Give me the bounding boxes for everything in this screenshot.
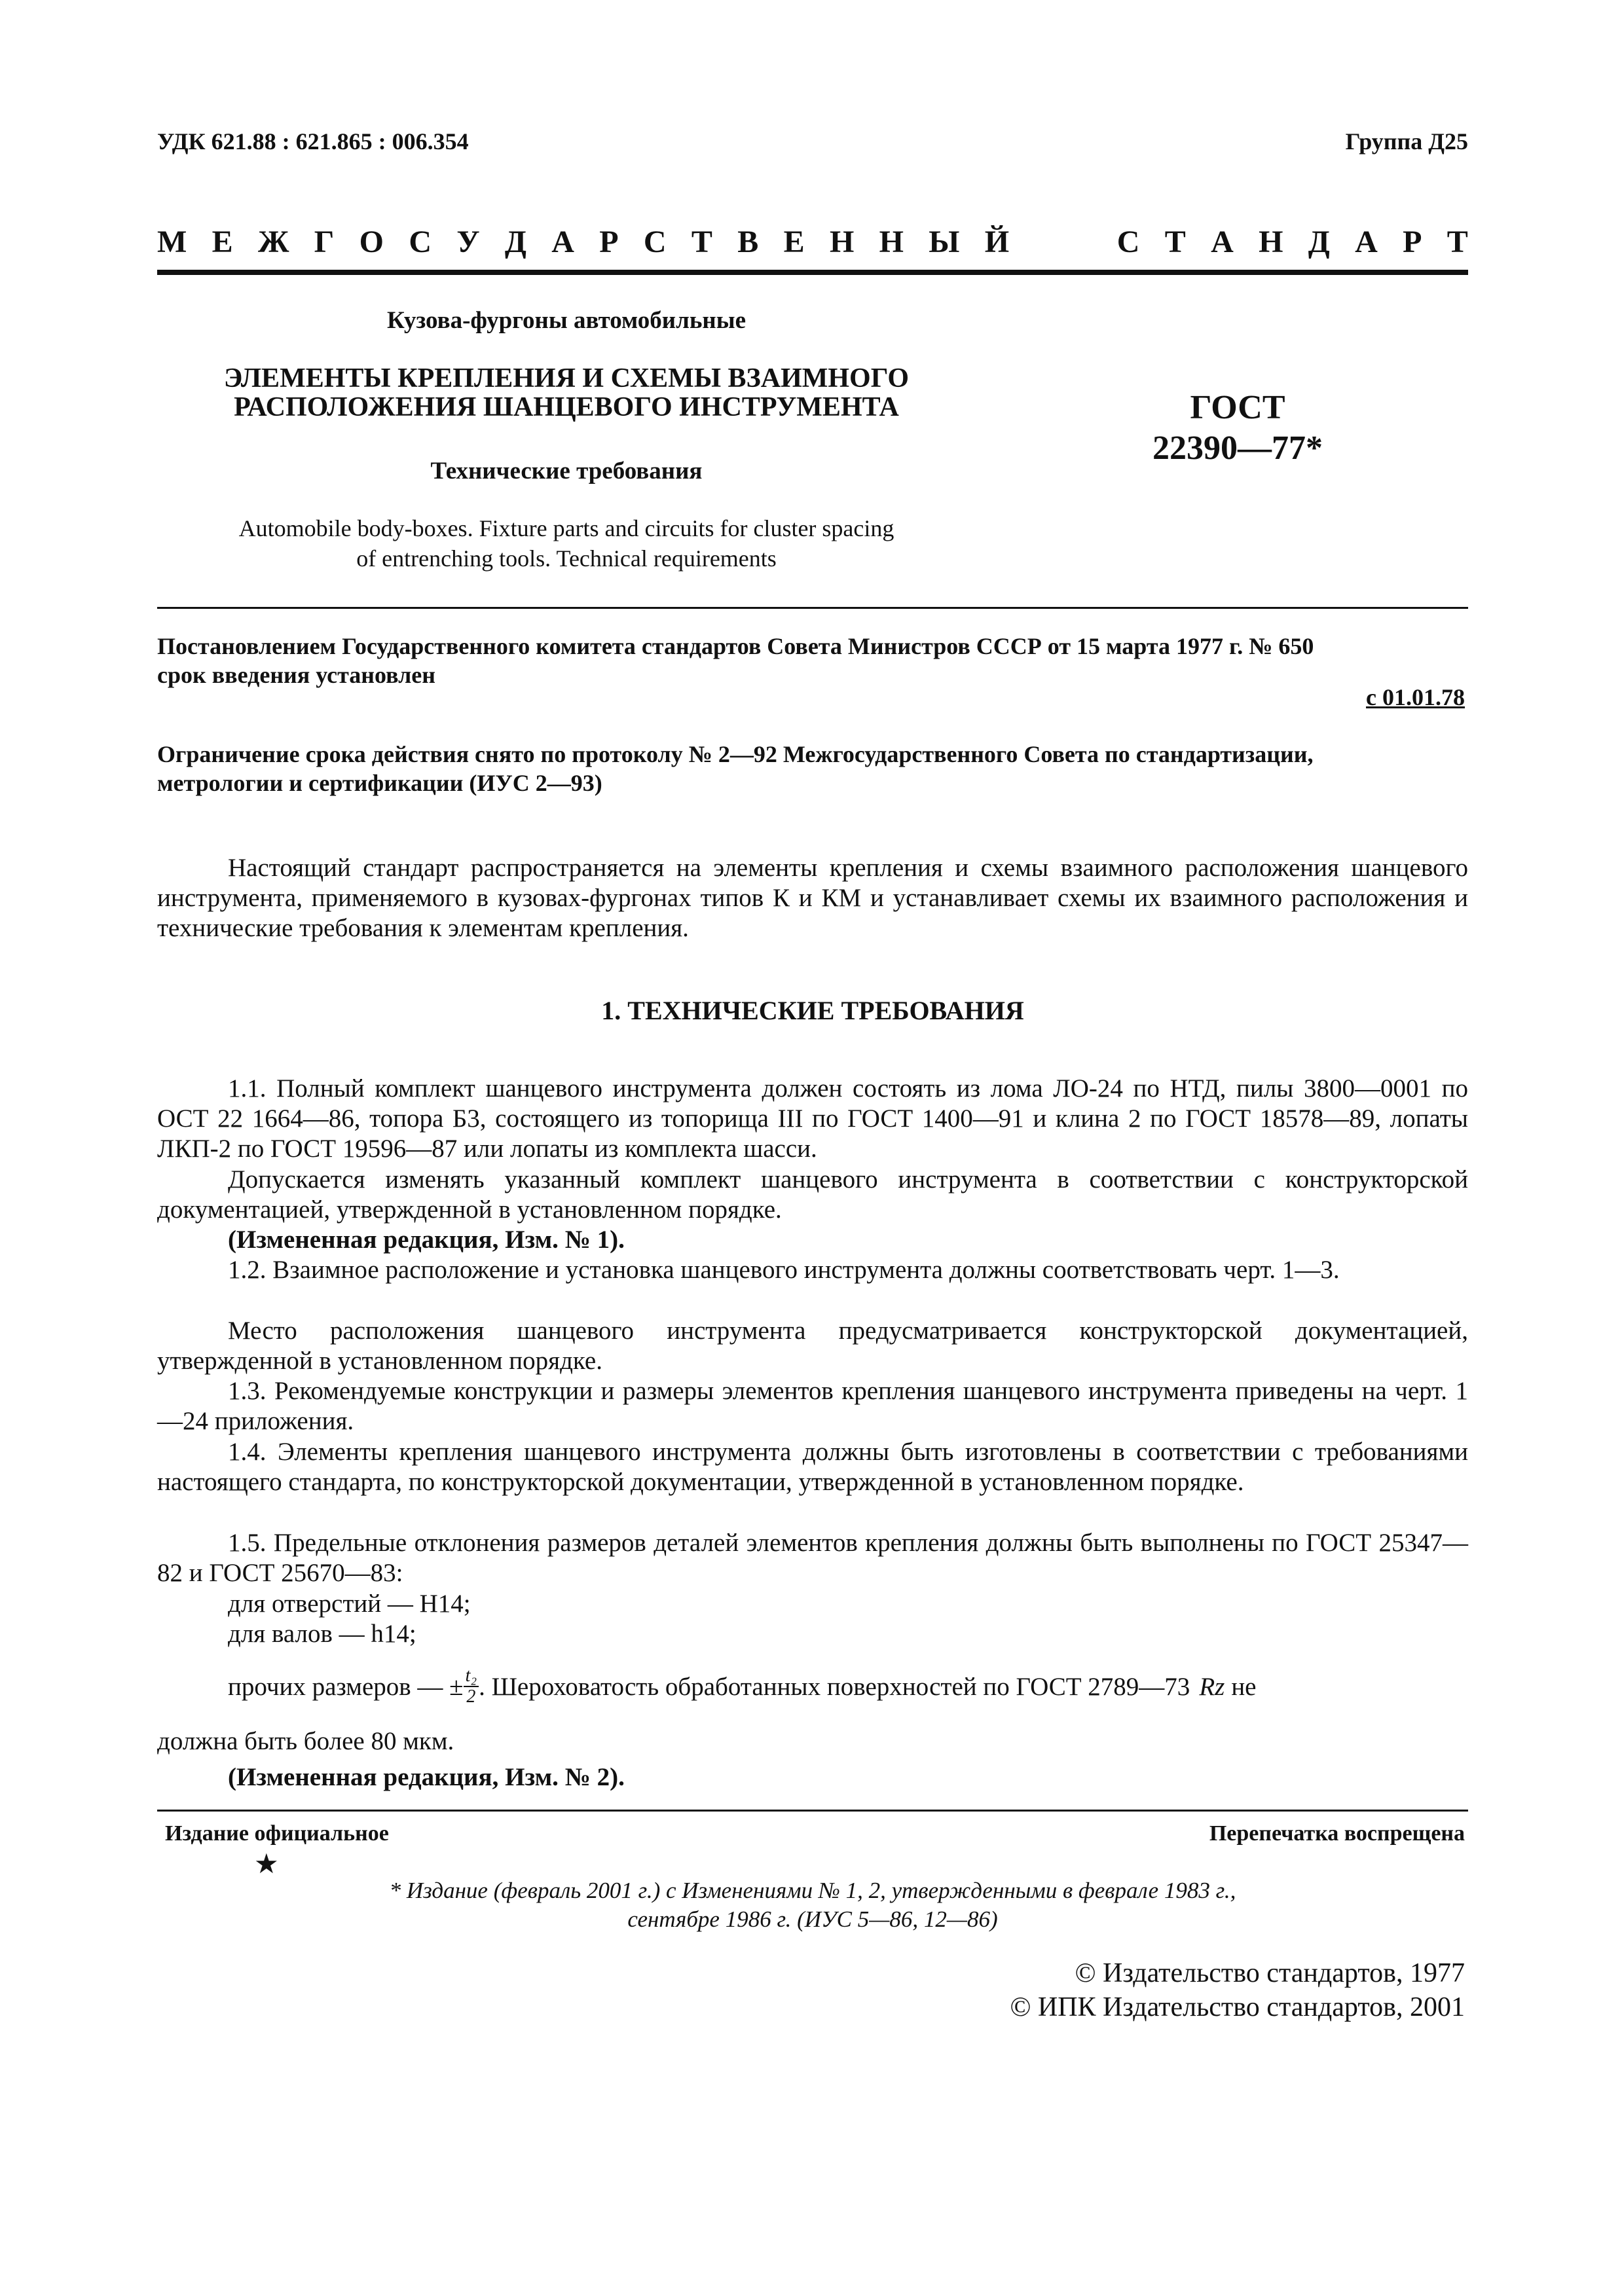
tolerance-fraction: [464, 1666, 479, 1707]
document-title-line2: РАСПОЛОЖЕНИЯ ШАНЦЕВОГО ИНСТРУМЕНТА: [234, 392, 899, 422]
banner-letter: Т: [1164, 225, 1186, 259]
banner-letter: Ы: [929, 225, 960, 259]
amendment-note-2: (Измененная редакция, Изм. № 2).: [228, 1763, 625, 1791]
clause-1-3: 1.3. Рекомендуемые конструкции и размеры элементов крепления шанцевого инструмента приведены на черт. 1—24 приложения.: [157, 1377, 1468, 1435]
document-title: [157, 364, 976, 422]
copyright-2001: © ИПК Издательство стандартов, 2001: [1010, 1992, 1465, 2022]
banner-letter: Д: [504, 225, 526, 259]
banner-letter: А: [1211, 225, 1234, 259]
other-line2: должна быть более 80 мкм.: [157, 1727, 454, 1755]
clause-1-5: 1.5. Предельные отклонения размеров деталей элементов крепления должны быть выполнены по ГОСТ 25347—82 и ГОСТ 25670—83:: [157, 1529, 1468, 1587]
banner-letter: С: [643, 225, 667, 259]
banner-letter: Г: [314, 225, 335, 259]
clause-1-4: 1.4. Элементы крепления шанцевого инструмента должны быть изготовлены в соответствии с требованиями настоящего стандарта, по конструкторской документации, утвержденной в установленном порядке.: [157, 1438, 1468, 1496]
copyright-1977: © Издательство стандартов, 1977: [1075, 1958, 1465, 1988]
banner-letter: Е: [783, 225, 805, 259]
banner-letter: Н: [1259, 225, 1283, 259]
banner-letter: Н: [879, 225, 904, 259]
standard-banner: [157, 224, 1468, 260]
banner-gap: [1034, 224, 1092, 260]
banner-letter: Д: [1308, 225, 1330, 259]
decree-text: [157, 632, 1468, 689]
star-icon: ★: [254, 1850, 279, 1880]
banner-letter: У: [456, 225, 480, 259]
holes-tolerance: для отверстий — Н14;: [228, 1590, 471, 1618]
banner-letter: Р: [599, 225, 619, 259]
english-title: [157, 513, 976, 574]
banner-letter: В: [737, 225, 759, 259]
english-title-line2: of entrenching tools. Technical requirements: [356, 545, 777, 572]
banner-letter: С: [409, 225, 432, 259]
limit-line1: Ограничение срока действия снято по протоколу № 2—92 Межгосударственного Совета по стандартизации,: [157, 741, 1314, 767]
limit-removal-text: [157, 740, 1468, 797]
intro-paragraph: Настоящий стандарт распространяется на элементы крепления и схемы взаимного расположения шанцевого инструмента, применяемого в кузовах-фургонах типов К и КМ и устанавливает схемы их взаимного расположения и технические требования к элементам крепления.: [157, 854, 1468, 942]
amendment-note-1: (Измененная редакция, Изм. № 1).: [228, 1226, 625, 1254]
reprint-notice: Перепечатка воспрещена: [1209, 1821, 1465, 1846]
banner-letter: Ж: [257, 225, 289, 259]
banner-letter: О: [359, 225, 384, 259]
limit-line2: метрологии и сертификации (ИУС 2—93): [157, 770, 602, 796]
banner-letter: Т: [691, 225, 712, 259]
gost-number: 22390—77*: [1152, 429, 1323, 467]
document-title-line1: ЭЛЕМЕНТЫ КРЕПЛЕНИЯ И СХЕМЫ ВЗАИМНОГО: [223, 363, 910, 393]
official-edition: Издание официальное: [165, 1821, 389, 1846]
banner-letter: А: [551, 225, 574, 259]
gost-designation: [1054, 388, 1421, 469]
effective-date: с 01.01.78: [1366, 684, 1465, 710]
clause-1-2: 1.2. Взаимное расположение и установка шанцевого инструмента должны соответствовать черт. 1—3.: [228, 1256, 1340, 1284]
edition-note-line1: * Издание (февраль 2001 г.) с Изменениями № 1, 2, утвержденными в феврале 1983 г.,: [389, 1878, 1236, 1903]
other-prefix: прочих размеров — ±: [228, 1672, 464, 1701]
title-rule: [157, 607, 1468, 609]
decree-line1: Постановлением Государственного комитета стандартов Совета Министров СССР от 15 марта 1977 г. № 650: [157, 633, 1314, 659]
banner-letter: А: [1355, 225, 1378, 259]
decree-line2: срок введения установлен: [157, 662, 436, 688]
other-suffix: . Шероховатость обработанных поверхностей по ГОСТ 2789—73: [479, 1672, 1190, 1701]
banner-letter: М: [157, 225, 187, 259]
banner-rule: [157, 270, 1468, 275]
gost-label: ГОСТ: [1190, 389, 1285, 426]
other-dimensions-line: [228, 1666, 1468, 1707]
shafts-tolerance: для валов — h14;: [228, 1620, 416, 1648]
clause-1-1: 1.1. Полный комплект шанцевого инструмента должен состоять из лома ЛО-24 по НТД, пилы 3800—0001 по ОСТ 22 1664—86, топора Б3, состоящего из топорища III по ГОСТ 1400—91 и клина 2 по ГОСТ 18578—89, лопаты ЛКП-2 по ГОСТ 19596—87 или лопаты из комплекта шасси.: [157, 1074, 1468, 1163]
banner-letter: Р: [1403, 225, 1422, 259]
fraction-numerator: t₂: [464, 1666, 479, 1687]
banner-letter: Т: [1447, 225, 1468, 259]
footer-rule: [157, 1810, 1468, 1812]
udk-code: УДК 621.88 : 621.865 : 006.354: [157, 128, 469, 155]
roughness-symbol: Rz: [1199, 1672, 1225, 1701]
section-title: 1. ТЕХНИЧЕСКИЕ ТРЕБОВАНИЯ: [601, 996, 1024, 1025]
product-subtitle: Кузова-фургоны автомобильные: [386, 307, 746, 334]
banner-letter: С: [1116, 225, 1140, 259]
edition-note-line2: сентябре 1986 г. (ИУС 5—86, 12—86): [627, 1906, 998, 1932]
english-title-line1: Automobile body-boxes. Fixture parts and circuits for cluster spacing: [238, 515, 894, 541]
banner-letter: Н: [829, 225, 855, 259]
banner-letter: Е: [212, 225, 233, 259]
other-tail: не: [1231, 1672, 1257, 1701]
banner-letter: Й: [984, 225, 1010, 259]
requirements-subtitle: Технические требования: [430, 458, 703, 484]
fraction-denominator: 2: [466, 1686, 476, 1707]
group-code: Группа Д25: [1345, 128, 1468, 155]
clause-1-2-note: Место расположения шанцевого инструмента предусматривается конструкторской документацией, утвержденной в установленном порядке.: [157, 1317, 1468, 1375]
clause-1-1-note: Допускается изменять указанный комплект шанцевого инструмента в соответствии с конструкторской документацией, утвержденной в установленном порядке.: [157, 1165, 1468, 1224]
